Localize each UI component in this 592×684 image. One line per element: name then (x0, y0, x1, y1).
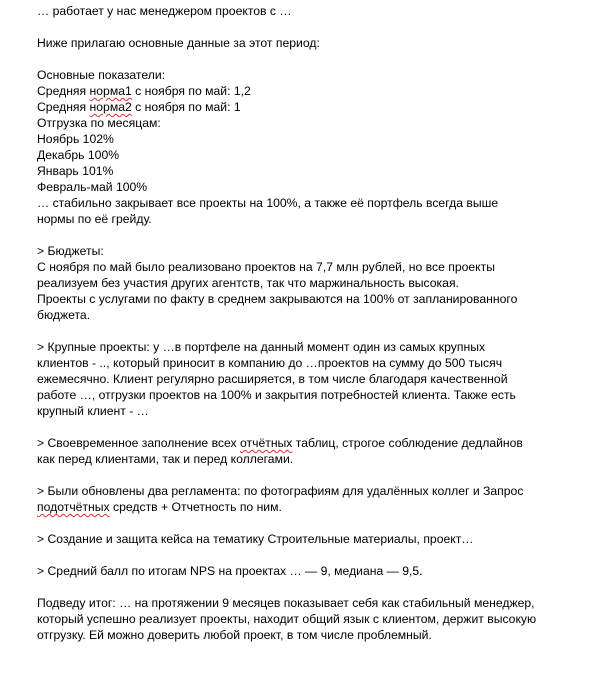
doc-line-budgets-4: бюджета. (37, 308, 91, 322)
doc-line-nps: > Средний балл по итогам NPS на проектах … — 9, медиана — 9,5. (37, 564, 423, 578)
text-run: с ноября по май: 1,2 (131, 84, 251, 98)
blank-line (37, 579, 582, 595)
doc-line-budgets-2: реализуем без участия других агентств, так что маржинальность высокая. (37, 276, 459, 290)
blank-line (37, 419, 582, 435)
doc-line-regulations-2 (37, 499, 582, 515)
spellcheck-word[interactable]: подотчётных (37, 500, 110, 514)
text-run: таблиц, строгое соблюдение дедлайнов (292, 436, 523, 450)
doc-line-norm1 (37, 83, 582, 99)
doc-line-reports-1 (37, 435, 582, 451)
doc-line-projects-5: крупный клиент - … (37, 404, 149, 418)
doc-line-november: Ноябрь 102% (37, 132, 114, 146)
blank-line (37, 467, 582, 483)
doc-line-projects-2: клиентов - .., который приносит в компанию до …проектов на сумму до 500 тысяч (37, 356, 503, 370)
blank-line (37, 323, 582, 339)
doc-line-feb-may: Февраль-май 100% (37, 180, 148, 194)
doc-line-budgets-heading: > Бюджеты: (37, 244, 104, 258)
doc-line-conclusion-3: отгрузку. Ей можно доверить любой проект, в том числе проблемный. (37, 628, 432, 642)
doc-line-projects-4: работе …, отгрузки проектов на 100% и закрытия потребностей клиента. Также есть (37, 388, 516, 402)
doc-line-january: Январь 101% (37, 164, 114, 178)
text-run: с ноября по май: 1 (131, 100, 241, 114)
doc-line-december: Декабрь 100% (37, 148, 120, 162)
document-body[interactable] (37, 3, 582, 643)
doc-line-case: > Создание и защита кейса на тематику Строительные материалы, проект… (37, 532, 474, 546)
doc-line-conclusion-2: который успешно реализует проекты, находит общий язык с клиентом, держит высокую (37, 612, 537, 626)
doc-line-budgets-3: Проекты с услугами по факту в среднем закрываются на 100% от запланированного (37, 292, 518, 306)
doc-line-data-intro: Ниже прилагаю основные данные за этот период: (37, 36, 320, 50)
doc-line-shipments-heading: Отгрузка по месяцам: (37, 116, 161, 130)
doc-line-projects-1: > Крупные проекты: у …в портфеле на данный момент один из самых крупных (37, 340, 486, 354)
text-run: > Своевременное заполнение всех (37, 436, 241, 450)
blank-line (37, 227, 582, 243)
spellcheck-word[interactable]: отчётных (240, 436, 293, 450)
doc-line-summary-1: … стабильно закрывает все проекты на 100%, а также её портфель всегда выше (37, 196, 499, 210)
blank-line (37, 51, 582, 67)
text-run: Средняя (37, 84, 90, 98)
text-run: средств + Отчетность по ним. (109, 500, 282, 514)
doc-line-reports-2: как перед клиентами, так и перед коллегами. (37, 452, 294, 466)
doc-line-intro: … работает у нас менеджером проектов с … (37, 4, 292, 18)
doc-line-regulations-1: > Были обновлены два регламента: по фотографиям для удалённых коллег и Запрос (37, 484, 524, 498)
blank-line (37, 515, 582, 531)
doc-line-budgets-1: С ноября по май было реализовано проектов на 7,7 млн рублей, но все проекты (37, 260, 495, 274)
blank-line (37, 547, 582, 563)
doc-line-conclusion-1: Подведу итог: … на протяжении 9 месяцев показывает себя как стабильный менеджер, (37, 596, 535, 610)
doc-line-projects-3: ежемесячно. Клиент регулярно расширяется, в том числе благодаря качественной (37, 372, 508, 386)
spellcheck-word[interactable]: норма2 (89, 100, 132, 114)
spellcheck-word[interactable]: норма1 (89, 84, 132, 98)
doc-line-summary-2: нормы по её грейду. (37, 212, 152, 226)
doc-line-norm2 (37, 99, 582, 115)
text-run: Средняя (37, 100, 90, 114)
blank-line (37, 19, 582, 35)
doc-line-metrics-heading: Основные показатели: (37, 68, 166, 82)
